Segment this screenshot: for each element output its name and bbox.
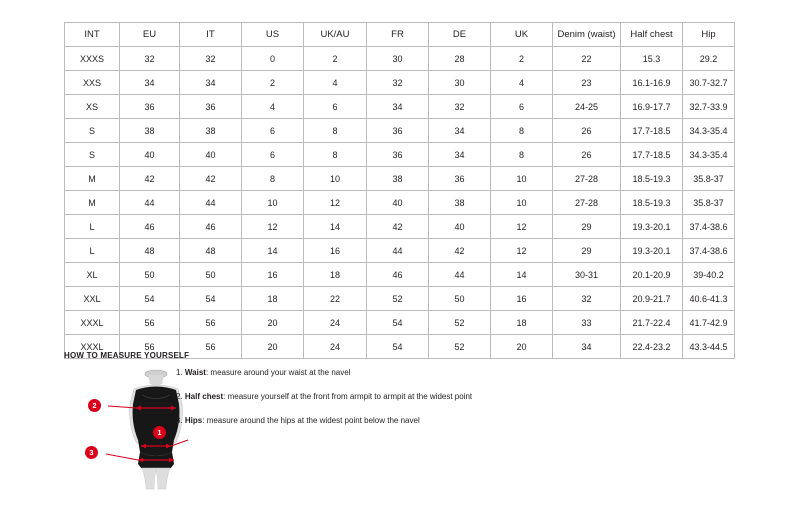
cell-half-chest: 18.5-19.3 <box>621 167 683 191</box>
cell-uk: 2 <box>491 47 553 71</box>
cell-uk: 4 <box>491 71 553 95</box>
cell-us: 12 <box>242 215 304 239</box>
cell-us: 10 <box>242 191 304 215</box>
measure-instructions <box>176 367 596 439</box>
cell-half-chest: 19.3-20.1 <box>621 215 683 239</box>
column-header-hip: Hip <box>683 23 735 47</box>
cell-uk-au: 4 <box>304 71 367 95</box>
column-header-int: INT <box>65 23 120 47</box>
cell-denim-waist: 29 <box>553 215 621 239</box>
cell-hip: 35.8-37 <box>683 191 735 215</box>
cell-us: 2 <box>242 71 304 95</box>
cell-denim-waist: 24-25 <box>553 95 621 119</box>
cell-denim-waist: 34 <box>553 335 621 359</box>
table-row <box>65 119 735 143</box>
cell-uk: 16 <box>491 287 553 311</box>
cell-fr: 32 <box>367 71 429 95</box>
cell-de: 30 <box>429 71 491 95</box>
table-row <box>65 215 735 239</box>
cell-de: 50 <box>429 287 491 311</box>
table-row <box>65 95 735 119</box>
cell-hip: 39-40.2 <box>683 263 735 287</box>
cell-uk: 12 <box>491 215 553 239</box>
cell-half-chest: 20.1-20.9 <box>621 263 683 287</box>
cell-fr: 46 <box>367 263 429 287</box>
cell-denim-waist: 29 <box>553 239 621 263</box>
cell-us: 8 <box>242 167 304 191</box>
cell-uk: 8 <box>491 119 553 143</box>
cell-de: 40 <box>429 215 491 239</box>
cell-eu: 54 <box>120 287 180 311</box>
cell-uk: 10 <box>491 167 553 191</box>
cell-uk-au: 8 <box>304 143 367 167</box>
instruction-hips <box>176 415 596 427</box>
instruction-text-hips: : measure around the hips at the widest point below the navel <box>202 416 420 425</box>
instruction-term-half-chest: Half chest <box>184 392 224 401</box>
cell-hip: 34.3-35.4 <box>683 143 735 167</box>
cell-fr: 36 <box>367 119 429 143</box>
cell-eu: 56 <box>120 335 180 359</box>
cell-half-chest: 16.1-16.9 <box>621 71 683 95</box>
cell-half-chest: 20.9-21.7 <box>621 287 683 311</box>
cell-us: 18 <box>242 287 304 311</box>
table-row <box>65 311 735 335</box>
instruction-text-half-chest: : measure yourself at the front from armpit to armpit at the widest point <box>223 392 473 401</box>
column-header-denim-waist: Denim (waist) <box>553 23 621 47</box>
cell-it: 56 <box>180 335 242 359</box>
cell-uk-au: 8 <box>304 119 367 143</box>
instruction-number-1: 1. <box>176 368 185 377</box>
cell-uk-au: 24 <box>304 335 367 359</box>
cell-uk: 14 <box>491 263 553 287</box>
cell-uk-au: 18 <box>304 263 367 287</box>
table-row <box>65 287 735 311</box>
cell-denim-waist: 27-28 <box>553 191 621 215</box>
cell-int: XL <box>65 263 120 287</box>
cell-it: 38 <box>180 119 242 143</box>
cell-it: 44 <box>180 191 242 215</box>
instruction-number-3: 3. <box>176 416 185 425</box>
cell-de: 42 <box>429 239 491 263</box>
cell-fr: 34 <box>367 95 429 119</box>
cell-half-chest: 17.7-18.5 <box>621 143 683 167</box>
cell-uk: 10 <box>491 191 553 215</box>
cell-int: M <box>65 167 120 191</box>
cell-it: 54 <box>180 287 242 311</box>
table-row <box>65 47 735 71</box>
column-header-half-chest: Half chest <box>621 23 683 47</box>
cell-eu: 38 <box>120 119 180 143</box>
cell-uk-au: 10 <box>304 167 367 191</box>
cell-eu: 40 <box>120 143 180 167</box>
cell-denim-waist: 22 <box>553 47 621 71</box>
cell-uk-au: 6 <box>304 95 367 119</box>
cell-hip: 34.3-35.4 <box>683 119 735 143</box>
table-row <box>65 191 735 215</box>
cell-de: 38 <box>429 191 491 215</box>
cell-it: 32 <box>180 47 242 71</box>
column-header-de: DE <box>429 23 491 47</box>
cell-uk: 18 <box>491 311 553 335</box>
measure-badge-3: 3 <box>85 446 98 459</box>
cell-denim-waist: 26 <box>553 119 621 143</box>
cell-hip: 37.4-38.6 <box>683 239 735 263</box>
cell-hip: 37.4-38.6 <box>683 215 735 239</box>
cell-eu: 32 <box>120 47 180 71</box>
cell-fr: 30 <box>367 47 429 71</box>
how-to-measure-title: HOW TO MEASURE YOURSELF <box>64 351 190 360</box>
cell-eu: 46 <box>120 215 180 239</box>
instruction-text-waist: : measure around your waist at the navel <box>205 368 351 377</box>
cell-eu: 34 <box>120 71 180 95</box>
cell-half-chest: 22.4-23.2 <box>621 335 683 359</box>
cell-de: 44 <box>429 263 491 287</box>
cell-de: 52 <box>429 335 491 359</box>
cell-int: XXL <box>65 287 120 311</box>
cell-hip: 29.2 <box>683 47 735 71</box>
cell-it: 34 <box>180 71 242 95</box>
cell-fr: 52 <box>367 287 429 311</box>
cell-int: XXXS <box>65 47 120 71</box>
cell-it: 40 <box>180 143 242 167</box>
cell-de: 34 <box>429 119 491 143</box>
table-row <box>65 167 735 191</box>
cell-int: XXS <box>65 71 120 95</box>
cell-it: 48 <box>180 239 242 263</box>
cell-eu: 56 <box>120 311 180 335</box>
cell-uk-au: 24 <box>304 311 367 335</box>
instruction-term-hips: Hips <box>184 416 203 425</box>
size-chart-table-container <box>64 22 734 359</box>
cell-us: 6 <box>242 143 304 167</box>
measure-badge-2: 2 <box>88 399 101 412</box>
cell-int: S <box>65 143 120 167</box>
cell-it: 42 <box>180 167 242 191</box>
instruction-term-waist: Waist <box>184 368 206 377</box>
cell-fr: 54 <box>367 311 429 335</box>
cell-half-chest: 21.7-22.4 <box>621 311 683 335</box>
cell-us: 16 <box>242 263 304 287</box>
cell-int: S <box>65 119 120 143</box>
cell-hip: 43.3-44.5 <box>683 335 735 359</box>
measure-badge-1: 1 <box>153 426 166 439</box>
cell-de: 32 <box>429 95 491 119</box>
cell-int: XS <box>65 95 120 119</box>
cell-hip: 30.7-32.7 <box>683 71 735 95</box>
cell-half-chest: 15.3 <box>621 47 683 71</box>
cell-it: 46 <box>180 215 242 239</box>
cell-de: 28 <box>429 47 491 71</box>
table-row <box>65 263 735 287</box>
cell-de: 52 <box>429 311 491 335</box>
cell-de: 34 <box>429 143 491 167</box>
cell-uk-au: 2 <box>304 47 367 71</box>
cell-hip: 32.7-33.9 <box>683 95 735 119</box>
cell-uk-au: 12 <box>304 191 367 215</box>
cell-it: 56 <box>180 311 242 335</box>
cell-uk: 6 <box>491 95 553 119</box>
cell-uk-au: 22 <box>304 287 367 311</box>
instruction-half-chest <box>176 391 596 403</box>
column-header-uk-au: UK/AU <box>304 23 367 47</box>
cell-us: 14 <box>242 239 304 263</box>
cell-fr: 44 <box>367 239 429 263</box>
cell-eu: 50 <box>120 263 180 287</box>
cell-de: 36 <box>429 167 491 191</box>
cell-half-chest: 19.3-20.1 <box>621 239 683 263</box>
column-header-fr: FR <box>367 23 429 47</box>
cell-uk: 12 <box>491 239 553 263</box>
cell-uk: 8 <box>491 143 553 167</box>
cell-denim-waist: 33 <box>553 311 621 335</box>
cell-fr: 36 <box>367 143 429 167</box>
cell-int: M <box>65 191 120 215</box>
column-header-it: IT <box>180 23 242 47</box>
cell-eu: 42 <box>120 167 180 191</box>
cell-us: 20 <box>242 335 304 359</box>
cell-fr: 42 <box>367 215 429 239</box>
instruction-waist <box>176 367 596 379</box>
table-row <box>65 239 735 263</box>
cell-eu: 44 <box>120 191 180 215</box>
cell-eu: 36 <box>120 95 180 119</box>
cell-uk-au: 16 <box>304 239 367 263</box>
column-header-uk: UK <box>491 23 553 47</box>
cell-int: L <box>65 239 120 263</box>
cell-hip: 40.6-41.3 <box>683 287 735 311</box>
cell-int: L <box>65 215 120 239</box>
cell-us: 20 <box>242 311 304 335</box>
cell-us: 4 <box>242 95 304 119</box>
cell-us: 0 <box>242 47 304 71</box>
column-header-us: US <box>242 23 304 47</box>
cell-it: 50 <box>180 263 242 287</box>
cell-us: 6 <box>242 119 304 143</box>
cell-fr: 38 <box>367 167 429 191</box>
cell-uk-au: 14 <box>304 215 367 239</box>
cell-it: 36 <box>180 95 242 119</box>
instruction-number-2: 2. <box>176 392 185 401</box>
cell-fr: 40 <box>367 191 429 215</box>
cell-eu: 48 <box>120 239 180 263</box>
cell-hip: 35.8-37 <box>683 167 735 191</box>
cell-half-chest: 16.9-17.7 <box>621 95 683 119</box>
cell-int: XXXL <box>65 311 120 335</box>
table-row <box>65 71 735 95</box>
cell-denim-waist: 30-31 <box>553 263 621 287</box>
cell-denim-waist: 23 <box>553 71 621 95</box>
cell-uk: 20 <box>491 335 553 359</box>
cell-hip: 41.7-42.9 <box>683 311 735 335</box>
cell-denim-waist: 32 <box>553 287 621 311</box>
cell-fr: 54 <box>367 335 429 359</box>
cell-int: XXXL <box>65 335 120 359</box>
column-header-eu: EU <box>120 23 180 47</box>
cell-half-chest: 17.7-18.5 <box>621 119 683 143</box>
cell-half-chest: 18.5-19.3 <box>621 191 683 215</box>
table-header-row <box>65 23 735 47</box>
size-chart-table <box>64 22 735 359</box>
cell-denim-waist: 26 <box>553 143 621 167</box>
cell-denim-waist: 27-28 <box>553 167 621 191</box>
table-row <box>65 143 735 167</box>
